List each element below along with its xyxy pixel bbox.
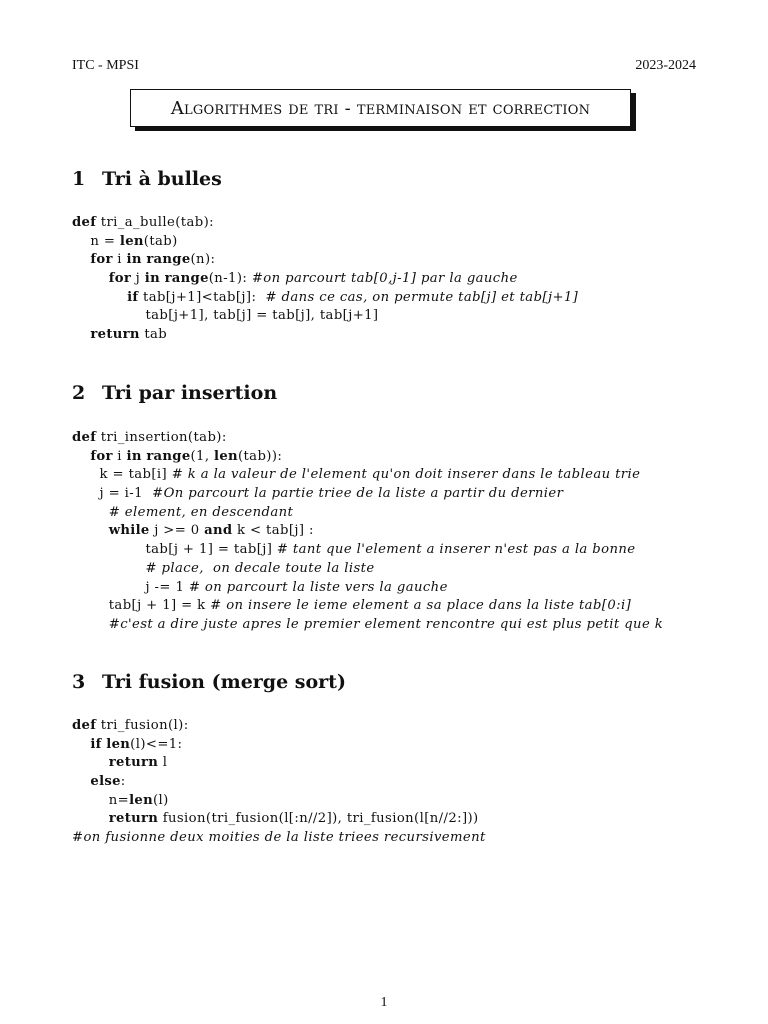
code-text: tab[j+1]<tab[j]: (138, 289, 266, 305)
code-text: (1, (190, 448, 215, 464)
code-keyword: in (144, 271, 160, 287)
code-comment: # dans ce cas, on permute tab[j] et tab[j+1] (265, 289, 579, 305)
code-text: (l)<=1: (130, 736, 183, 752)
code-text (72, 561, 145, 576)
code-keyword: for (90, 448, 113, 464)
title-box (130, 89, 631, 127)
section-heading-2 (72, 382, 277, 404)
page-number: 1 (380, 995, 388, 1010)
code-comment: #On parcourt la partie triee de la liste a partir du dernier (152, 486, 564, 502)
code-block-insertion-sort (72, 429, 663, 635)
code-text: n= (72, 792, 130, 808)
code-comment: # tant que l'element a inserer n'est pas a la bonne (276, 542, 636, 558)
code-keyword: def (72, 215, 97, 230)
section-heading-3 (72, 671, 346, 693)
code-line (72, 579, 663, 598)
code-comment: #c'est a dire juste apres le premier element rencontre qui est plus petit que k (108, 616, 664, 632)
code-keyword: while (108, 523, 150, 539)
code-text: : (120, 774, 126, 790)
code-text: tab (139, 327, 168, 343)
code-line (72, 810, 486, 829)
code-text: tab[j + 1] = k (72, 598, 211, 614)
code-comment: #on fusionne deux moities de la liste triees recursivement (72, 830, 486, 846)
code-text: fusion(tri_fusion(l[:n//2]), tri_fusion(l[n//2:])) (158, 811, 479, 827)
code-comment: # k a la valeur de l'element qu'on doit inserer dans le tableau trie (171, 467, 641, 483)
code-keyword: def (72, 430, 97, 445)
code-line (72, 560, 663, 579)
code-line (72, 326, 578, 345)
code-text: tab[j + 1] = tab[j] (72, 542, 277, 558)
code-line (72, 485, 663, 504)
code-line (72, 289, 578, 308)
code-line (72, 829, 486, 848)
code-keyword: if (90, 736, 102, 752)
document-title: Algorithmes de tri - terminaison et correction (170, 97, 591, 119)
code-line (72, 522, 663, 541)
code-block-bubble-sort (72, 214, 578, 345)
code-text (72, 755, 109, 770)
code-keyword: in (126, 252, 142, 268)
code-text: tri_fusion(l): (96, 718, 189, 733)
code-keyword: len (214, 448, 238, 464)
code-text (72, 774, 90, 789)
code-line (72, 754, 486, 773)
code-text: i (112, 252, 127, 268)
code-text: j = i-1 (72, 486, 153, 502)
section-number: 2 (72, 382, 86, 404)
code-keyword: len (106, 736, 131, 752)
header-course: ITC - MPSI (72, 58, 139, 73)
code-comment: # place, on decale toute la liste (145, 560, 375, 576)
code-text (72, 290, 127, 305)
code-keyword: return (108, 755, 159, 771)
code-text: k < tab[j] : (232, 523, 314, 539)
code-line (72, 466, 663, 485)
section-number: 1 (72, 168, 86, 190)
code-text: (l) (152, 792, 169, 808)
code-text (72, 449, 90, 464)
code-keyword: return (90, 327, 140, 343)
code-line (72, 448, 663, 467)
code-keyword: def (72, 718, 97, 733)
code-text (72, 617, 109, 632)
header-year: 2023-2024 (635, 58, 696, 73)
code-text (72, 271, 109, 286)
code-keyword: range (146, 252, 191, 268)
section-title: Tri par insertion (102, 382, 278, 404)
section-heading-1 (72, 168, 222, 190)
code-keyword: else (90, 774, 121, 790)
code-keyword: if (127, 289, 139, 305)
code-comment: # on insere le ieme element a sa place dans la liste tab[0:i] (210, 598, 632, 614)
code-keyword: return (108, 811, 159, 827)
code-line (72, 429, 663, 448)
code-text (72, 737, 90, 752)
code-line (72, 541, 663, 560)
code-line (72, 773, 486, 792)
code-line (72, 251, 578, 270)
code-text: j (131, 271, 145, 287)
code-text (72, 811, 109, 826)
code-text: l (158, 755, 168, 771)
code-line (72, 597, 663, 616)
code-line (72, 717, 486, 736)
code-line (72, 616, 663, 635)
code-keyword: for (90, 252, 113, 268)
code-keyword: len (119, 233, 144, 249)
section-title: Tri fusion (merge sort) (102, 671, 346, 693)
section-number: 3 (72, 671, 86, 693)
code-text: (n): (190, 252, 216, 268)
code-line (72, 504, 663, 523)
code-line (72, 214, 578, 233)
section-title: Tri à bulles (102, 168, 222, 190)
code-comment: # on parcourt la liste vers la gauche (188, 579, 448, 595)
code-text: j >= 0 (149, 523, 205, 539)
code-keyword: len (129, 792, 153, 808)
code-text: tab[j+1], tab[j] = tab[j], tab[j+1] (72, 308, 379, 324)
code-text (72, 505, 109, 520)
code-text: k = tab[i] (72, 467, 172, 483)
code-block-merge-sort (72, 717, 486, 848)
code-line (72, 270, 578, 289)
code-text: n = (72, 233, 120, 249)
code-text (72, 327, 90, 342)
code-text (72, 523, 109, 538)
code-text: (tab)): (237, 448, 283, 464)
code-keyword: and (204, 523, 233, 539)
code-keyword: for (108, 271, 132, 287)
code-comment: #on parcourt tab[0,j-1] par la gauche (251, 271, 518, 287)
code-text (72, 252, 90, 267)
code-keyword: in (126, 448, 142, 464)
code-keyword: range (164, 271, 209, 287)
code-text: tri_insertion(tab): (96, 430, 227, 445)
code-line (72, 736, 486, 755)
code-text: i (112, 448, 127, 464)
code-text: j -= 1 (72, 579, 189, 595)
code-line (72, 233, 578, 252)
code-line (72, 307, 578, 326)
code-line (72, 792, 486, 811)
code-keyword: range (146, 448, 191, 464)
code-comment: # element, en descendant (108, 504, 294, 520)
code-text: (n-1): (208, 271, 252, 287)
code-text: (tab) (143, 233, 178, 249)
code-text: tri_a_bulle(tab): (96, 215, 214, 230)
